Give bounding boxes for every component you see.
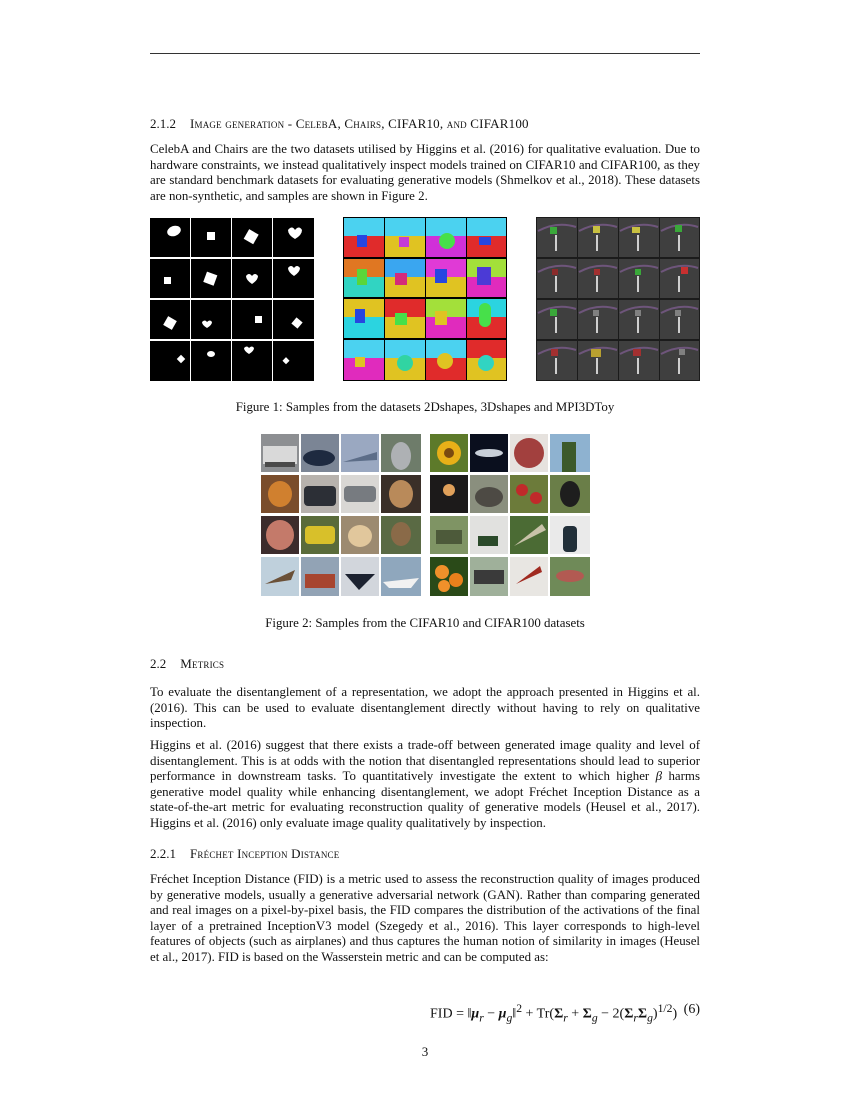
- section-heading-22: [150, 656, 700, 672]
- equation-number: (6): [683, 1002, 700, 1017]
- equation-6: [150, 1002, 700, 1025]
- paragraph-text: Fréchet Inception Distance (FID) is a metric used to assess the reconstruction quality of images produced by generative models, usually a generative adversarial network (GAN). Rather than comparing generated and real images on a pixel-by-pixel basis, the FID compares the distribution of the activations of the final layer of a pretrained InceptionV3 model (Szegedy et al., 2016). This layer corresponds to high-level features of objects (such as airplanes) and thus captures the human notion of similarity in images (Heusel et al., 2017). FID is based on the Wasserstein metric and can be computed as:: [150, 872, 700, 964]
- paragraph-22a: [150, 685, 700, 732]
- section-title: Metrics: [180, 656, 225, 671]
- section-heading-221: [150, 846, 700, 862]
- section-number: 2.2.1: [150, 846, 176, 861]
- mpi3dtoy-image: [536, 217, 700, 381]
- paragraph-22b: [150, 738, 700, 832]
- section-number: 2.1.2: [150, 116, 176, 131]
- paragraph-part: Higgins et al. (2016) suggest that there exists a trade-off between generated image quality and level of disentanglement. This is at odds with the notion that disentangled representations should lead to superior performance in downstream tasks. To quantitatively investigate the extent to which higher: [150, 738, 700, 784]
- section-title: Image generation - CelebA, Chairs, CIFAR10, and CIFAR100: [190, 116, 529, 131]
- figure2-cifar10-grid: [261, 434, 421, 596]
- 3dshapes-image: [343, 217, 507, 381]
- figure1-mpi3dtoy-grid: [536, 217, 700, 381]
- page-number: 3: [421, 1044, 429, 1059]
- 2dshapes-image: [150, 218, 314, 381]
- section-heading-212: [150, 116, 700, 132]
- figure2-caption: Figure 2: Samples from the CIFAR10 and CIFAR100 datasets: [265, 616, 585, 630]
- paragraph-text: To evaluate the disentanglement of a representation, we adopt the approach presented in Higgins et al. (2016). This can be used to evaluate disentanglement directly without having to rely on qualitative inspection.: [150, 685, 700, 731]
- paragraph-212: [150, 142, 700, 204]
- header-rule: [150, 53, 700, 54]
- fid-lhs: FID: [430, 1006, 453, 1022]
- figure2-cifar100-grid: [430, 434, 590, 596]
- figure1-2dshapes-grid: [150, 218, 314, 381]
- section-title: Fréchet Inception Distance: [190, 846, 340, 861]
- paragraph-part: harms generative model quality while enhancing disentanglement, we adopt Fréchet Inception Distance as a state-of-the-art metric for evaluating reconstruction quality of generative models (Heusel et al., 2017). Higgins et al. (2016) only evaluate image quality qualitatively by inspection.: [150, 769, 700, 830]
- beta-symbol: β: [655, 769, 663, 784]
- fid-formula: FID = $‖\mu_r$ − $\mu_g‖^2 + Tr(\Sigma_r + \Sigma_g - 2(\Sigma_r\Sigma_g)^{1/2})$: [430, 1002, 678, 1025]
- section-number: 2.2: [150, 656, 167, 671]
- cifar10-image: [261, 434, 421, 596]
- paragraph-text: [150, 738, 700, 832]
- figure1-3dshapes-grid: [343, 217, 507, 381]
- cifar100-image: [430, 434, 590, 596]
- figure1-caption: Figure 1: Samples from the datasets 2Dshapes, 3Dshapes and MPI3DToy: [235, 400, 615, 414]
- paragraph-221: [150, 872, 700, 966]
- paragraph-text: CelebA and Chairs are the two datasets utilised by Higgins et al. (2016) for qualitative evaluation. Due to hardware constraints, we instead qualitatively inspect models trained on CIFAR10 and CIFAR100, as they are standard benchmark datasets for evaluating generative models (Shmelkov et al., 2018). These datasets are non-synthetic, and samples are shown in Figure 2.: [150, 142, 700, 203]
